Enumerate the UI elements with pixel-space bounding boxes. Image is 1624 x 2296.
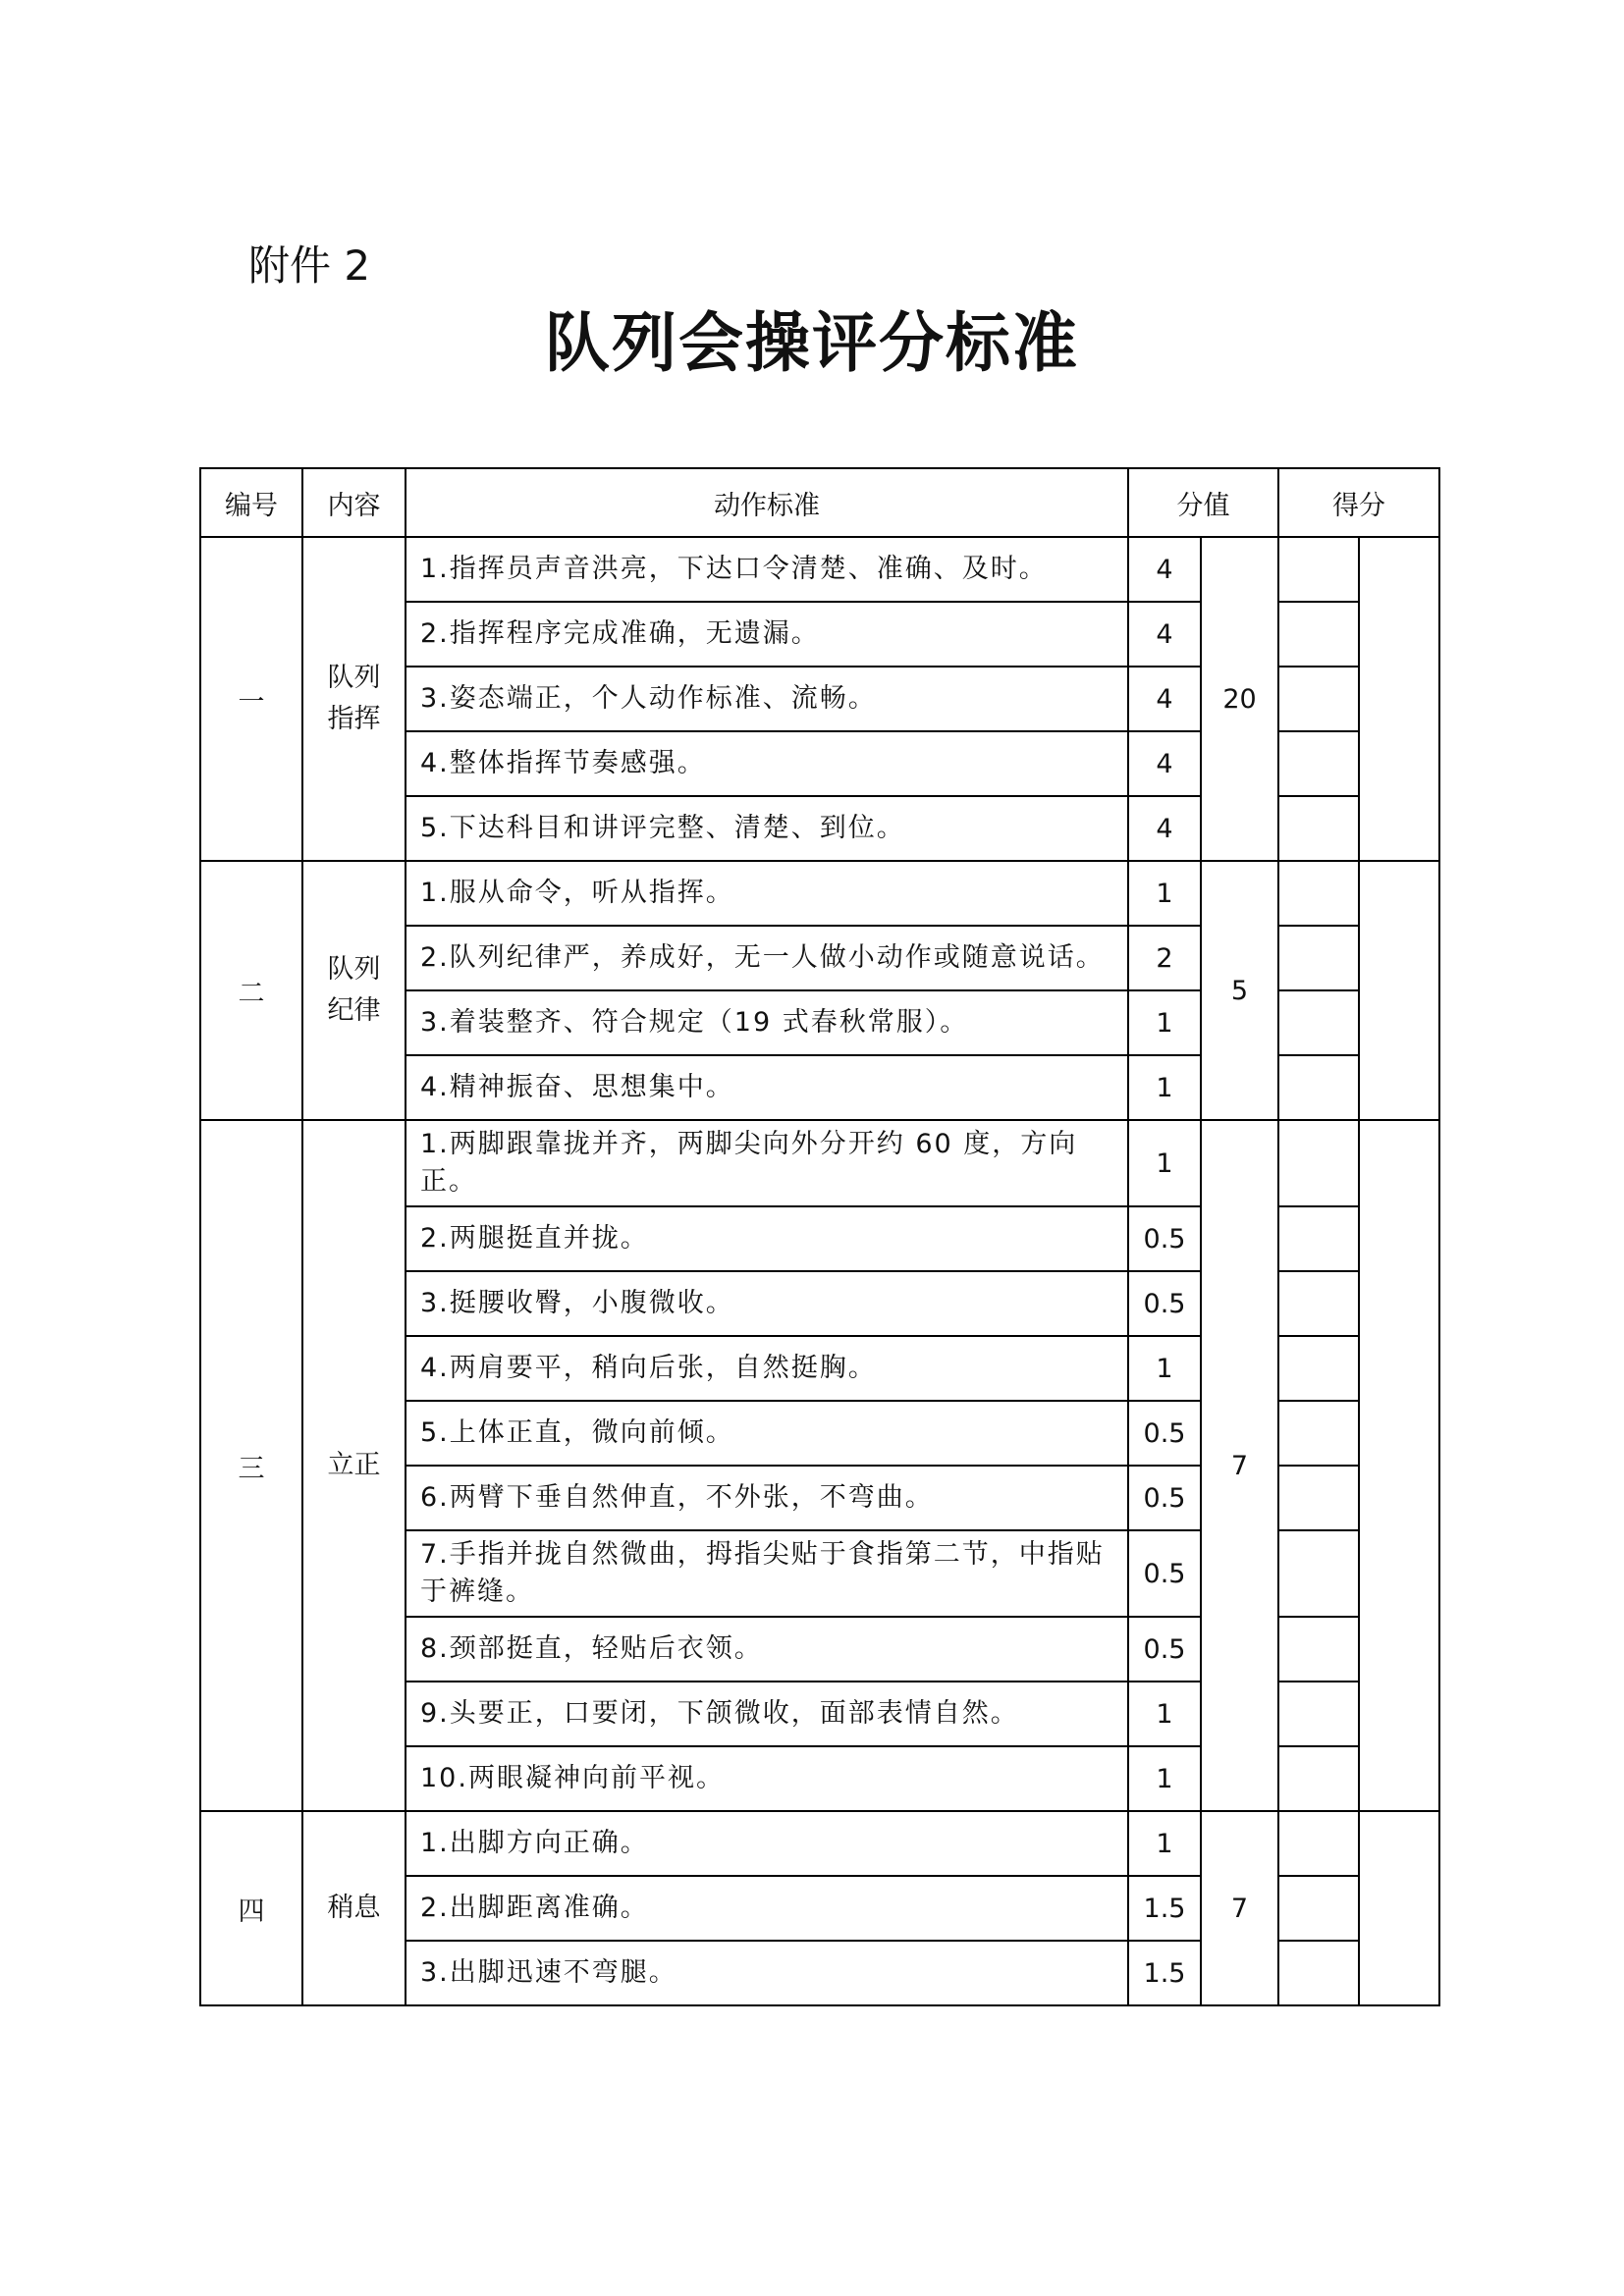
section-content-line: 立正	[327, 1450, 381, 1480]
standard-text: 5.上体正直，微向前倾。	[406, 1401, 1128, 1466]
item-points: 1	[1128, 990, 1201, 1055]
score-cell[interactable]	[1278, 1401, 1359, 1466]
score-cell[interactable]	[1278, 1941, 1359, 2005]
score-cell[interactable]	[1278, 1530, 1359, 1617]
standard-text: 6.两臂下垂自然伸直，不外张，不弯曲。	[406, 1466, 1128, 1530]
table-row	[200, 861, 1439, 926]
section-score-cell[interactable]	[1359, 1120, 1439, 1811]
score-cell[interactable]	[1278, 537, 1359, 602]
score-cell[interactable]	[1278, 667, 1359, 731]
score-cell[interactable]	[1278, 1617, 1359, 1682]
table-row	[200, 1811, 1439, 1876]
item-points: 1.5	[1128, 1941, 1201, 2005]
attachment-label: 附件 2	[248, 241, 371, 290]
item-points: 4	[1128, 796, 1201, 861]
section-content	[302, 1120, 406, 1811]
standard-text: 3.出脚迅速不弯腿。	[406, 1941, 1128, 2005]
standard-text: 10.两眼凝神向前平视。	[406, 1746, 1128, 1811]
header-points: 分值	[1128, 468, 1278, 537]
item-points: 1	[1128, 1336, 1201, 1401]
item-points: 0.5	[1128, 1271, 1201, 1336]
score-cell[interactable]	[1278, 1746, 1359, 1811]
section-content	[302, 537, 406, 861]
header-standard: 动作标准	[406, 468, 1128, 537]
section-number: 四	[200, 1811, 302, 2005]
standard-text: 4.精神振奋、思想集中。	[406, 1055, 1128, 1120]
standard-text: 2.出脚距离准确。	[406, 1876, 1128, 1941]
item-points: 4	[1128, 667, 1201, 731]
score-cell[interactable]	[1278, 990, 1359, 1055]
standard-text: 7.手指并拢自然微曲，拇指尖贴于食指第二节，中指贴于裤缝。	[406, 1530, 1128, 1617]
score-cell[interactable]	[1278, 1206, 1359, 1271]
standard-text: 2.指挥程序完成准确，无遗漏。	[406, 602, 1128, 667]
standard-text: 9.头要正，口要闭，下颌微收，面部表情自然。	[406, 1682, 1128, 1746]
table-header-row	[200, 468, 1439, 537]
item-points: 0.5	[1128, 1466, 1201, 1530]
score-cell[interactable]	[1278, 1876, 1359, 1941]
table-row	[200, 537, 1439, 602]
section-number: 二	[200, 861, 302, 1120]
score-cell[interactable]	[1278, 731, 1359, 796]
section-subtotal: 5	[1201, 861, 1278, 1120]
item-points: 1	[1128, 1120, 1201, 1206]
section-score-cell[interactable]	[1359, 1811, 1439, 2005]
standard-text: 3.挺腰收臀，小腹微收。	[406, 1271, 1128, 1336]
score-cell[interactable]	[1278, 1682, 1359, 1746]
page-title: 队列会操评分标准	[545, 304, 1079, 381]
item-points: 0.5	[1128, 1401, 1201, 1466]
header-content: 内容	[302, 468, 406, 537]
score-cell[interactable]	[1278, 1466, 1359, 1530]
section-content-line: 指挥	[327, 704, 381, 734]
section-subtotal: 7	[1201, 1811, 1278, 2005]
item-points: 4	[1128, 731, 1201, 796]
section-number: 三	[200, 1120, 302, 1811]
item-points: 1	[1128, 1055, 1201, 1120]
item-points: 4	[1128, 537, 1201, 602]
item-points: 0.5	[1128, 1206, 1201, 1271]
score-cell[interactable]	[1278, 1336, 1359, 1401]
score-cell[interactable]	[1278, 1811, 1359, 1876]
standard-text: 4.整体指挥节奏感强。	[406, 731, 1128, 796]
section-content-line: 纪律	[327, 995, 381, 1026]
score-cell[interactable]	[1278, 1120, 1359, 1206]
header-score: 得分	[1278, 468, 1439, 537]
score-cell[interactable]	[1278, 1055, 1359, 1120]
section-content	[302, 1811, 406, 2005]
table-row	[200, 1120, 1439, 1206]
item-points: 2	[1128, 926, 1201, 990]
section-score-cell[interactable]	[1359, 861, 1439, 1120]
score-cell[interactable]	[1278, 602, 1359, 667]
score-cell[interactable]	[1278, 1271, 1359, 1336]
item-points: 1	[1128, 1682, 1201, 1746]
section-content-line: 队列	[327, 663, 381, 693]
item-points: 0.5	[1128, 1617, 1201, 1682]
section-number: 一	[200, 537, 302, 861]
header-number: 编号	[200, 468, 302, 537]
section-content-line: 稍息	[327, 1893, 381, 1923]
standard-text: 1.服从命令，听从指挥。	[406, 861, 1128, 926]
standard-text: 4.两肩要平，稍向后张，自然挺胸。	[406, 1336, 1128, 1401]
item-points: 1	[1128, 1746, 1201, 1811]
item-points: 1	[1128, 861, 1201, 926]
scoring-table	[199, 467, 1440, 2006]
score-cell[interactable]	[1278, 796, 1359, 861]
score-cell[interactable]	[1278, 861, 1359, 926]
item-points: 4	[1128, 602, 1201, 667]
item-points: 1	[1128, 1811, 1201, 1876]
section-content-line: 队列	[327, 954, 381, 985]
section-subtotal: 20	[1201, 537, 1278, 861]
standard-text: 8.颈部挺直，轻贴后衣领。	[406, 1617, 1128, 1682]
standard-text: 1.指挥员声音洪亮，下达口令清楚、准确、及时。	[406, 537, 1128, 602]
section-content	[302, 861, 406, 1120]
standard-text: 1.出脚方向正确。	[406, 1811, 1128, 1876]
item-points: 0.5	[1128, 1530, 1201, 1617]
standard-text: 5.下达科目和讲评完整、清楚、到位。	[406, 796, 1128, 861]
standard-text: 2.两腿挺直并拢。	[406, 1206, 1128, 1271]
item-points: 1.5	[1128, 1876, 1201, 1941]
standard-text: 1.两脚跟靠拢并齐，两脚尖向外分开约 60 度，方向正。	[406, 1120, 1128, 1206]
standard-text: 2.队列纪律严，养成好，无一人做小动作或随意说话。	[406, 926, 1128, 990]
standard-text: 3.姿态端正，个人动作标准、流畅。	[406, 667, 1128, 731]
section-score-cell[interactable]	[1359, 537, 1439, 861]
standard-text: 3.着装整齐、符合规定（19 式春秋常服）。	[406, 990, 1128, 1055]
score-cell[interactable]	[1278, 926, 1359, 990]
section-subtotal: 7	[1201, 1120, 1278, 1811]
